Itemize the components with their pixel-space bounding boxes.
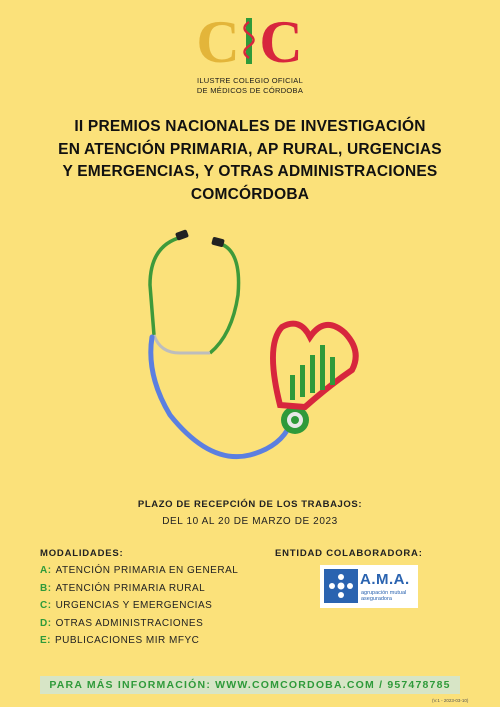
modalidades-list (40, 565, 238, 653)
item-letter: E: (40, 635, 51, 646)
item-letter: D: (40, 617, 52, 629)
org-line-1: ILUSTRE COLEGIO OFICIAL (196, 76, 304, 85)
ama-sub-line: agrupación mutual (361, 590, 407, 596)
page-title (20, 116, 480, 206)
colaboradora-heading: ENTIDAD COLABORADORA: (275, 548, 423, 559)
contact-info-bar[interactable]: PARA MÁS INFORMACIÓN: WWW.COMCORDOBA.COM / 957478785 (40, 676, 460, 694)
item-letter: B: (40, 582, 52, 594)
title-line: II PREMIOS NACIONALES DE INVESTIGACIÓN (74, 118, 426, 135)
ama-logo (320, 565, 418, 608)
title-line: Y EMERGENCIAS, Y OTRAS ADMINISTRACIONES (62, 163, 438, 180)
item-letter: A: (40, 565, 52, 576)
list-item (40, 565, 238, 583)
list-item (40, 600, 238, 618)
title-line: EN ATENCIÓN PRIMARIA, AP RURAL, URGENCIAS (58, 140, 442, 158)
org-line-2: DE MÉDICOS DE CÓRDOBA (196, 86, 304, 95)
ama-sub-line: aseguradora (361, 596, 392, 602)
list-item (40, 583, 238, 601)
svg-text:C: C (196, 10, 240, 75)
modalidades-heading: MODALIDADES: (40, 548, 124, 559)
title-line: COMCÓRDOBA (190, 185, 310, 203)
stethoscope-illustration (140, 225, 380, 475)
item-text: URGENCIAS Y EMERGENCIAS (55, 600, 213, 611)
deadline-label: PLAZO DE RECEPCIÓN DE LOS TRABAJOS: (137, 499, 363, 510)
org-name (0, 76, 500, 96)
stethoscope-icon (150, 229, 309, 456)
version-label: (V.1 - 2023-03-10) (432, 698, 469, 703)
item-text: PUBLICACIONES MIR MFYC (55, 635, 200, 646)
bar-chart-icon (273, 324, 356, 407)
ama-name: A.M.A. (360, 571, 410, 588)
list-item (40, 635, 238, 653)
item-text: OTRAS ADMINISTRACIONES (55, 617, 204, 629)
item-letter: C: (40, 600, 52, 611)
deadline-dates: DEL 10 AL 20 DE MARZO DE 2023 (162, 516, 338, 527)
item-text: ATENCIÓN PRIMARIA EN GENERAL (55, 565, 239, 576)
item-text: ATENCIÓN PRIMARIA RURAL (55, 582, 206, 594)
cross-icon (324, 569, 358, 603)
list-item (40, 618, 238, 636)
svg-text:C: C (259, 10, 303, 75)
ama-subtitle (361, 590, 406, 602)
